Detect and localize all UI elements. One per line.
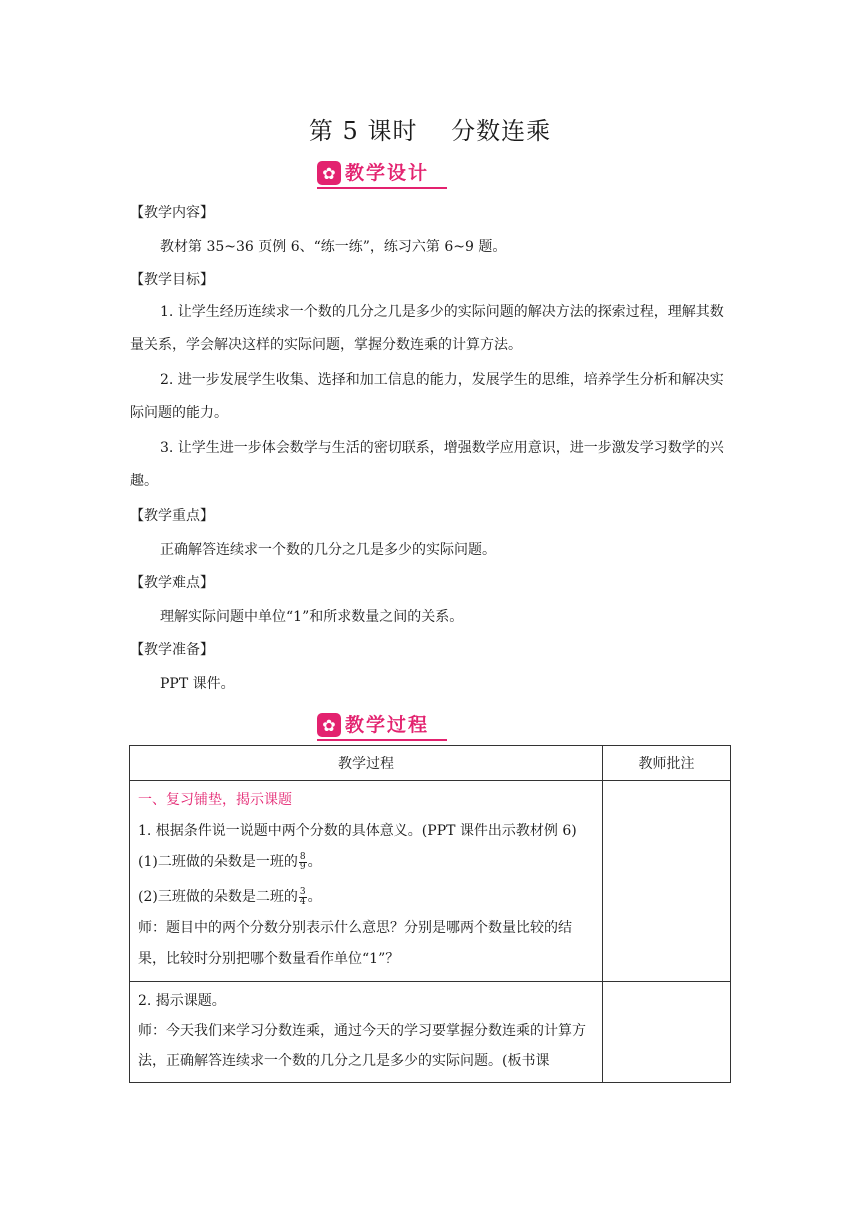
notes-cell-2 (603, 982, 731, 1083)
preparation-text: PPT 课件。 (160, 676, 235, 692)
teacher-question: 师：题目中的两个分数分别表示什么意思？分别是哪两个数量比较的结果，比较时分别把哪个数量看作单位“1”？ (138, 920, 572, 967)
notes-cell-1 (603, 781, 731, 982)
flower-logo-icon: ✿ (317, 713, 341, 737)
item-1: 1. 根据条件说一说题中两个分数的具体意义。(PPT 课件出示教材例 6) (138, 823, 577, 839)
goal-2: 2. 进一步发展学生收集、选择和加工信息的能力，发展学生的思维，培养学生分析和解决实际问题的能力。 (130, 372, 724, 421)
heading-preparation: 【教学准备】 (130, 642, 214, 658)
difficulty-text: 理解实际问题中单位“1”和所求数量之间的关系。 (160, 609, 464, 625)
fraction-8-9: $\frac{8}{9}$ (299, 851, 306, 872)
item-1a: (1)二班做的朵数是一班的 $\frac{8}{9}$ 。 (138, 851, 322, 872)
content-text: 教材第 35~36 页例 6、“练一练”，练习六第 6~9 题。 (160, 239, 507, 255)
heading-content: 【教学内容】 (130, 205, 214, 221)
banner-underline (317, 187, 447, 189)
process-cell-1 (130, 781, 603, 982)
goal-1: 1. 让学生经历连续求一个数的几分之几是多少的实际问题的解决方法的探索过程，理解其数量关系，学会解决这样的实际问题，掌握分数连乘的计算方法。 (130, 304, 724, 353)
col-header-process: 教学过程 (130, 746, 603, 781)
process-cell-2 (130, 982, 603, 1083)
table-row (130, 982, 731, 1083)
item-1b: (2)三班做的朵数是二班的 $\frac{3}{4}$ 。 (138, 886, 322, 907)
table-row (130, 781, 731, 982)
section-title: 一、复习铺垫，揭示课题 (138, 792, 292, 808)
heading-key-point: 【教学重点】 (130, 508, 214, 524)
teacher-intro: 师：今天我们来学习分数连乘，通过今天的学习要掌握分数连乘的计算方法，正确解答连续求一个数的几分之几是多少的实际问题。(板书课 (138, 1023, 586, 1069)
banner-label: 教学过程 (345, 714, 430, 736)
table-header-row (130, 746, 731, 781)
key-point-text: 正确解答连续求一个数的几分之几是多少的实际问题。 (160, 542, 496, 558)
heading-difficulty: 【教学难点】 (130, 575, 214, 591)
banner-label: 教学设计 (345, 162, 430, 184)
banner-teaching-process (317, 712, 447, 742)
fraction-3-4: $\frac{3}{4}$ (299, 886, 306, 907)
lesson-table (129, 745, 731, 1083)
page-title: 第 5 课时 分数连乘 (308, 117, 552, 145)
heading-goals: 【教学目标】 (130, 272, 214, 288)
flower-logo-icon: ✿ (317, 161, 341, 185)
col-header-notes: 教师批注 (603, 746, 731, 781)
goal-3: 3. 让学生进一步体会数学与生活的密切联系，增强数学应用意识，进一步激发学习数学的兴趣。 (130, 440, 724, 489)
banner-underline (317, 739, 447, 741)
item-2: 2. 揭示课题。 (138, 993, 226, 1009)
banner-teaching-design (317, 160, 447, 190)
